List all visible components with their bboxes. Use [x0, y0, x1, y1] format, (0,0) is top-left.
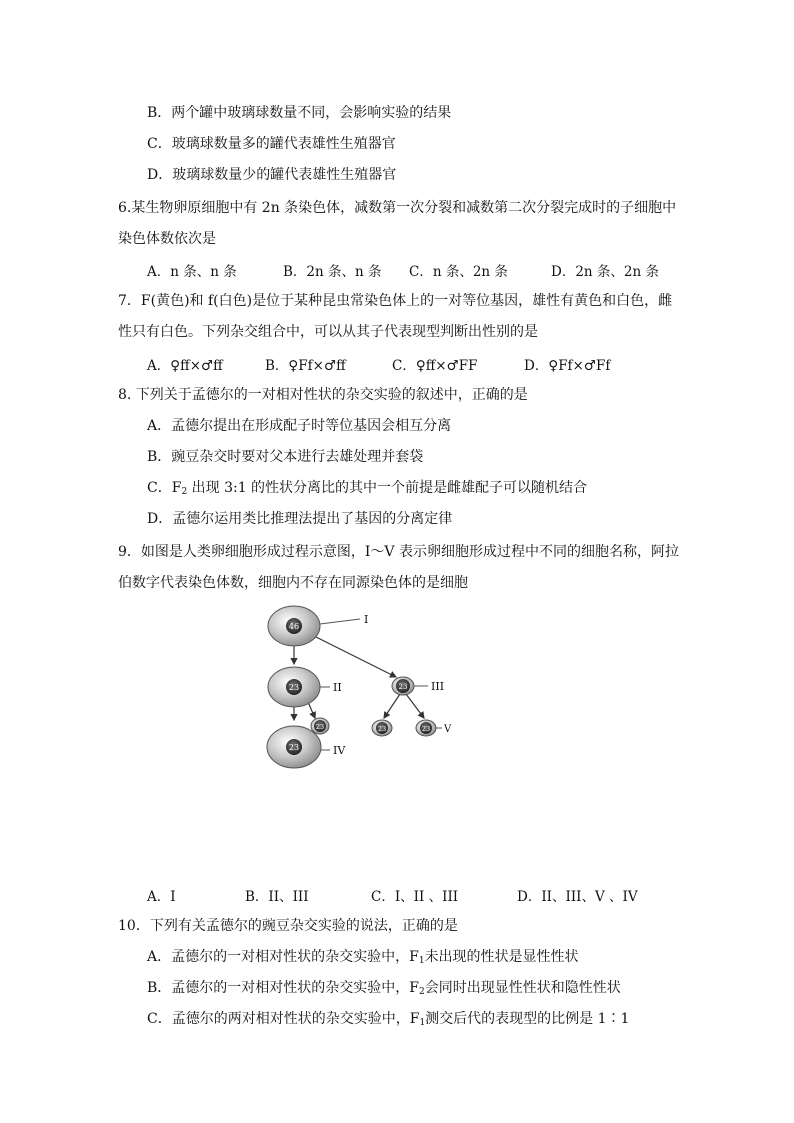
q9-option-c: C．I、II 、III — [371, 889, 459, 905]
q5-option-d: D．玻璃球数量少的罐代表雄性生殖器官 — [147, 167, 397, 183]
q10-option-a — [147, 948, 579, 970]
q10-option-a-prefix: A．孟德尔的一对相对性状的杂交实验中，F — [147, 949, 419, 965]
q7-option-a: A．♀ff×♂ff — [147, 358, 223, 374]
q10-option-a-subscript: 1 — [418, 956, 425, 966]
count-polar-iii: 23 — [377, 725, 387, 733]
arrow-ii-to-polar — [308, 702, 315, 718]
q7-stem-line1: 7．F(黄色)和 f(白色)是位于某种昆虫常染色体上的一对等位基因，雄性有黄色和白色，雌 — [118, 293, 673, 309]
q10-stem: 10．下列有关孟德尔的豌豆杂交实验的说法，正确的是 — [118, 918, 458, 934]
polar-body-iii-left — [372, 720, 392, 736]
q6-option-d: D．2n 条、2n 条 — [551, 264, 659, 280]
q10-option-b-subscript: 2 — [419, 987, 425, 997]
arrow-iii-to-polar-left — [384, 694, 400, 718]
count-i: 46 — [288, 622, 300, 631]
arrow-i-to-iii — [316, 637, 396, 677]
cell-iv — [267, 726, 321, 768]
label-i: I — [364, 613, 369, 626]
q8-option-d: D．孟德尔运用类比推理法提出了基因的分离定律 — [147, 511, 453, 527]
q6-stem-line2: 染色体数依次是 — [118, 231, 216, 247]
q6-option-b: B．2n 条、n 条 — [283, 264, 382, 280]
count-iii: 23 — [398, 683, 408, 691]
label-v: V — [444, 724, 452, 735]
q8-option-c — [147, 479, 587, 501]
q7-option-c: C．♀ff×♂FF — [392, 358, 478, 374]
q8-stem: 8. 下列关于孟德尔的一对相对性状的杂交实验的叙述中，正确的是 — [118, 387, 528, 403]
q8-option-c-subscript: 2 — [181, 487, 188, 497]
q5-option-b: B．两个罐中玻璃球数量不同，会影响实验的结果 — [147, 105, 452, 121]
label-ii: II — [333, 681, 342, 694]
q10-option-c-text: 测交后代的表现型的比例是 1∶1 — [425, 1011, 630, 1027]
q8-option-a: A．孟德尔提出在形成配子时等位基因会相互分离 — [147, 418, 452, 434]
q6-stem-line1: 6.某生物卵原细胞中有 2n 条染色体，减数第一次分裂和减数第二次分裂完成时的子细胞中 — [118, 200, 677, 216]
q9-option-d: D．II、III、V 、IV — [517, 889, 638, 905]
q8-option-c-prefix: C．F — [147, 480, 182, 496]
label-iii: III — [431, 680, 445, 693]
cell-ii — [268, 667, 320, 707]
q10-option-b-text: 会同时出现显性性状和隐性性状 — [424, 980, 621, 996]
q8-option-c-text: 出现 3:1 的性状分离比的其中一个前提是雌雄配子可以随机结合 — [187, 480, 588, 496]
cell-i — [268, 606, 320, 646]
count-ii: 23 — [288, 683, 300, 692]
count-iv: 23 — [288, 743, 300, 752]
cell-v — [416, 720, 436, 736]
label-iv: IV — [333, 744, 346, 757]
q10-option-c-subscript: 1 — [419, 1018, 426, 1028]
q9-stem-line1: 9．如图是人类卵细胞形成过程示意图，I～V 表示卵细胞形成过程中不同的细胞名称，阿拉 — [118, 544, 679, 560]
q10-option-c — [147, 1010, 629, 1032]
q10-option-b — [147, 979, 621, 1001]
q6-option-c: C．n 条、2n 条 — [409, 264, 508, 280]
count-polar-ii: 23 — [315, 723, 325, 731]
q7-option-b: B．♀Ff×♂ff — [265, 358, 346, 374]
polar-body-ii — [311, 718, 329, 734]
oogenesis-diagram — [258, 602, 488, 772]
q10-option-a-text: 未出现的性状是显性性状 — [424, 949, 579, 965]
q9-option-b: B．II、III — [245, 889, 309, 905]
leader-i — [320, 619, 360, 624]
q6-option-a: A．n 条、n 条 — [147, 264, 237, 280]
q8-option-b: B．豌豆杂交时要对父本进行去雄处理并套袋 — [147, 449, 424, 465]
q7-stem-line2: 性只有白色。下列杂交组合中，可以从其子代表现型判断出性别的是 — [118, 324, 538, 340]
q10-option-b-prefix: B．孟德尔的一对相对性状的杂交实验中，F — [147, 980, 420, 996]
q10-option-c-prefix: C．孟德尔的两对相对性状的杂交实验中，F — [147, 1011, 420, 1027]
count-v: 23 — [421, 725, 431, 733]
cell-iii — [392, 677, 414, 695]
arrow-iii-to-v — [406, 694, 424, 718]
q9-option-a: A．I — [147, 889, 176, 905]
q7-option-d: D．♀Ff×♂Ff — [524, 358, 611, 374]
q9-stem-line2: 伯数字代表染色体数，细胞内不存在同源染色体的是细胞 — [118, 575, 468, 591]
q5-option-c: C．玻璃球数量多的罐代表雄性生殖器官 — [147, 136, 396, 152]
